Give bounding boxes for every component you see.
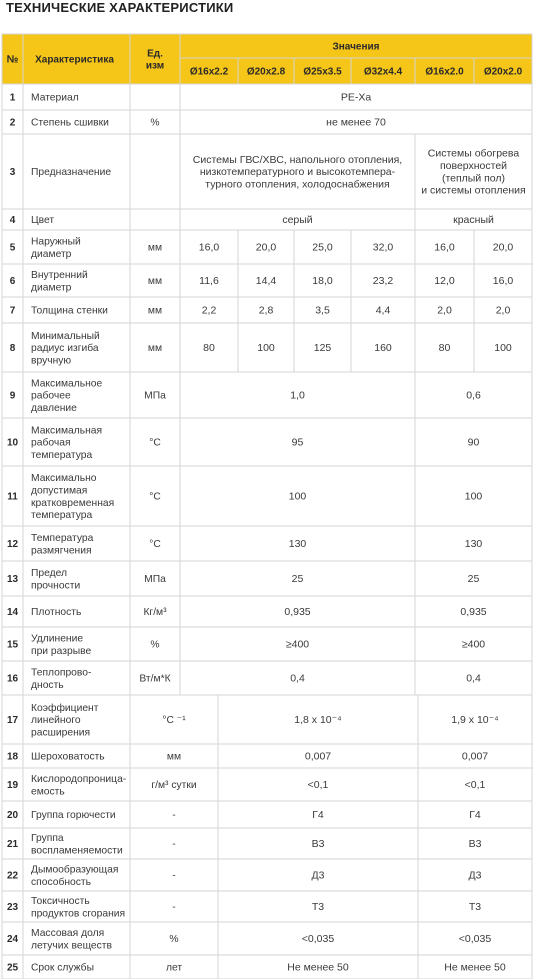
row-4-name: Цвет [31,215,55,227]
row-15-unit: % [150,639,160,651]
row-5-value-4: 32,0 [372,241,394,254]
row-17-number: 17 [6,715,19,726]
row-7-value-4: 4,4 [375,304,391,317]
header-characteristic: Характеристика [35,54,114,66]
row-6-number: 6 [9,276,16,287]
header-size-3: Ø25x3.5 [303,66,342,78]
row-2-name: Степень сшивки [31,117,109,129]
row-7-value-6: 2,0 [495,304,511,317]
row-16-value-grey: 0,4 [290,672,305,685]
header-unit: Ед. изм [145,48,165,72]
row-12-unit: °C [149,539,161,551]
row-8-value-2: 100 [257,342,275,355]
header-size-6: Ø20x2.0 [483,66,523,78]
header-size-4: Ø32x4.4 [363,66,403,78]
row-12-number: 12 [6,539,19,550]
row-6-value-6: 16,0 [492,275,514,288]
row-8-value-4: 160 [374,342,392,355]
row-19-value-grey: <0,1 [307,779,329,792]
row-11-name: Максимально допустимая кратковременная температура [31,473,115,522]
header-size-5: Ø16x2.0 [425,66,464,78]
row-20-value-red: Г4 [469,809,481,822]
row-10-unit: °C [149,437,161,449]
row-6-value-4: 23,2 [372,275,394,288]
row-21-value-red: В3 [468,838,482,851]
row-5-value-1: 16,0 [198,241,220,254]
row-5-value-2: 20,0 [255,241,277,254]
row-21-unit: - [172,839,176,851]
row-14-value-red: 0,935 [460,606,487,619]
row-19-value-red: <0,1 [464,779,486,792]
row-5-value-5: 16,0 [434,241,455,254]
row-8-number: 8 [9,343,16,354]
row-25-number: 25 [6,962,19,974]
row-17-value-grey: 1,8 х 10⁻⁴ [294,714,342,727]
row-11-value-grey: 100 [288,490,307,503]
row-21-number: 21 [6,839,19,850]
row-2-number: 2 [9,117,16,129]
row-10-name: Максимальная рабочая температура [31,425,103,461]
row-14-name: Плотность [31,607,82,619]
row-23-number: 23 [6,902,19,913]
row-17-value-red: 1,9 х 10⁻⁴ [451,714,499,727]
row-9-value-grey: 1,0 [290,389,305,402]
row-8-value-6: 100 [494,342,512,355]
row-10-number: 10 [6,437,19,449]
row-11-number: 11 [7,491,18,503]
row-1-value: PE-Xa [340,91,372,104]
row-1-number: 1 [9,92,16,104]
row-22-value-grey: Д3 [311,869,325,882]
row-19-name: Кислородопроница-емость [31,774,127,798]
row-23-value-grey: Т3 [311,901,325,914]
row-18-name: Шероховатость [31,751,105,763]
row-22-name: Дымообразующая способность [31,864,119,888]
row-10-value-red: 90 [467,436,480,449]
row-14-unit: Кг/м³ [143,607,167,619]
row-13-name: Предел прочности [31,568,81,592]
row-3-value-grey: Системы ГВС/ХВС, напольного отопления, низкотемпературного и высокотемпера-турного отопления, холодоснабжения [192,153,403,191]
row-6-value-2: 14,4 [255,275,277,288]
row-24-number: 24 [6,934,19,945]
row-16-unit: Вт/м*К [139,673,171,685]
row-9-name: Максимальное рабочее давление [31,378,103,414]
header-values: Значения [332,41,380,53]
row-21-value-grey: В3 [311,838,325,851]
row-12-name: Температура размягчения [31,533,94,557]
row-10-value-grey: 95 [291,436,304,449]
row-7-value-2: 2,8 [258,304,274,317]
row-16-name: Теплопрово-дность [31,667,92,691]
row-12-value-red: 130 [464,538,483,551]
row-7-unit: мм [147,305,163,317]
row-14-number: 14 [6,607,19,618]
row-7-number: 7 [9,305,16,317]
row-7-value-3: 3,5 [315,304,330,317]
row-6-unit: мм [147,276,163,288]
row-15-value-red: ≥400 [461,638,486,651]
row-18-number: 18 [6,751,19,763]
row-23-unit: - [172,902,176,914]
row-13-value-grey: 25 [291,573,304,586]
row-18-value-red: 0,007 [461,750,489,763]
row-9-unit: МПа [144,390,166,402]
row-5-number: 5 [9,242,16,254]
row-15-number: 15 [6,639,19,651]
row-17-unit: °C ⁻¹ [162,715,186,727]
row-11-value-red: 100 [464,490,483,503]
row-15-value-grey: ≥400 [285,638,310,651]
row-25-value-red: Не менее 50 [444,961,506,974]
row-13-number: 13 [6,574,19,585]
row-18-value-grey: 0,007 [304,750,332,763]
row-1-name: Материал [31,92,79,104]
row-2-value: не менее 70 [326,116,386,129]
row-22-value-red: Д3 [468,869,482,882]
row-5-unit: мм [147,242,163,254]
row-4-number: 4 [9,215,16,226]
row-23-name: Токсичность продуктов сгорания [31,896,126,920]
row-7-value-1: 2,2 [201,304,217,317]
row-22-number: 22 [6,870,19,882]
row-6-name: Внутренний диаметр [31,270,88,294]
header-number: № [6,53,19,66]
row-17-name: Коэффициент линейного расширения [31,702,99,739]
row-4-value-red: красный [453,214,494,227]
row-8-unit: мм [147,343,163,355]
row-21-name: Группа воспламеняемости [31,833,123,857]
row-20-name: Группа горючести [31,810,116,822]
row-18-unit: мм [166,751,182,763]
row-6-value-5: 12,0 [434,275,455,288]
page-title: ТЕХНИЧЕСКИЕ ХАРАКТЕРИСТИКИ [6,0,234,15]
row-2-unit: % [150,117,160,129]
row-5-value-6: 20,0 [492,241,514,254]
row-14-value-grey: 0,935 [284,606,311,619]
row-6-value-3: 18,0 [312,275,333,288]
row-13-unit: МПа [144,574,166,586]
row-12-value-grey: 130 [288,538,307,551]
row-7-name: Толщина стенки [31,305,108,317]
row-6-value-1: 11,6 [199,275,219,288]
row-9-number: 9 [9,390,16,402]
header-size-2: Ø20x2.8 [246,66,286,78]
row-5-name: Наружный диаметр [31,236,81,260]
row-25-value-grey: Не менее 50 [287,961,349,974]
header-size-1: Ø16x2.2 [189,66,229,78]
row-4-value-grey: серый [282,214,313,227]
row-24-value-grey: <0,035 [301,933,335,946]
row-9-value-red: 0,6 [466,389,481,402]
row-19-number: 19 [6,780,19,791]
row-22-unit: - [172,870,176,882]
row-7-value-5: 2,0 [437,304,452,317]
row-5-value-3: 25,0 [312,241,333,254]
row-15-name: Удлинение при разрыве [31,633,92,657]
row-13-value-red: 25 [467,573,480,586]
row-20-unit: - [172,810,176,822]
row-24-name: Массовая доля летучих веществ [31,928,112,952]
row-8-value-1: 80 [203,342,215,355]
row-24-unit: % [169,934,179,946]
row-8-value-3: 125 [313,342,332,355]
row-20-number: 20 [6,810,19,821]
row-11-unit: °C [149,491,161,503]
row-16-value-red: 0,4 [466,672,481,685]
row-23-value-red: Т3 [468,901,482,914]
row-19-unit: г/м³ сутки [151,780,197,792]
row-16-number: 16 [6,673,19,685]
row-25-unit: лет [165,962,183,974]
row-3-number: 3 [9,167,16,178]
row-3-name: Предназначение [31,167,112,179]
row-24-value-red: <0,035 [458,933,492,946]
row-20-value-grey: Г4 [312,809,324,822]
row-8-value-5: 80 [438,342,451,355]
row-3-value-red: Системы обогрева поверхностей (теплый пол) и системы отопления [421,147,526,197]
row-25-name: Срок службы [31,962,94,974]
row-8-name: Минимальный радиус изгиба вручную [31,330,100,367]
